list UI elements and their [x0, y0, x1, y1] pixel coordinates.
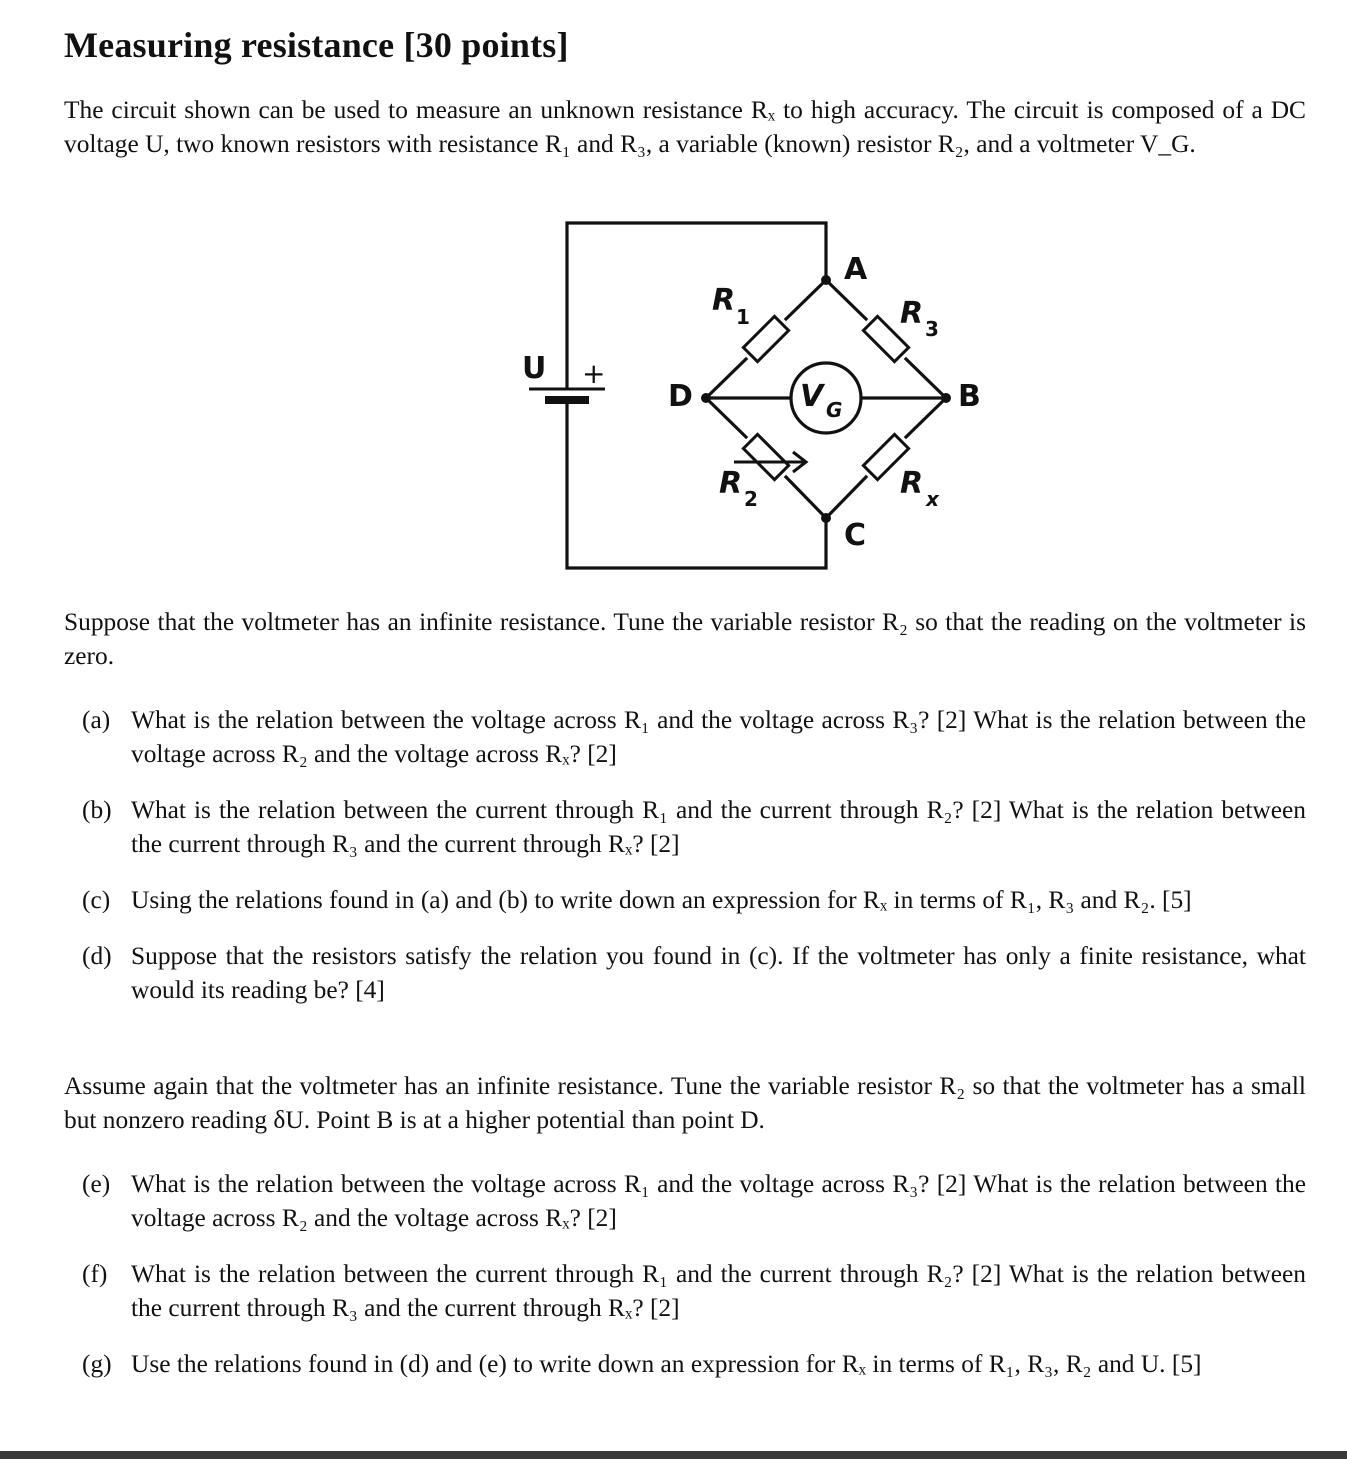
- question-text: What is the relation between the current through R₁ and the current through R₂? [2] What is the relation between the current through R₃ and the current through Rₓ? [2]: [131, 1260, 1306, 1322]
- question-b: [64, 793, 1306, 861]
- question-c: [64, 883, 1306, 917]
- question-e: [64, 1167, 1306, 1235]
- label-D: D: [668, 379, 693, 414]
- label-R2: R: [719, 466, 743, 501]
- wire-A-R1: [786, 280, 826, 319]
- label-R3: R: [900, 296, 924, 331]
- question-text: What is the relation between the voltage across R₁ and the voltage across R₃? [2] What is the relation between the voltage across R₂ and the voltage across Rₓ? [2]: [131, 1170, 1306, 1232]
- outer-wire-top: [567, 223, 826, 388]
- question-list-2: [64, 1167, 1306, 1381]
- question-text: What is the relation between the voltage across R₁ and the voltage across R₃? [2] What is the relation between the voltage across R₂ and the voltage across Rₓ? [2]: [131, 706, 1306, 768]
- question-a: [64, 703, 1306, 771]
- label-A: A: [844, 252, 868, 287]
- question-g: [64, 1347, 1306, 1381]
- question-text: What is the relation between the current through R₁ and the current through R₂? [2] What is the relation between the current through R₃ and the current through Rₓ? [2]: [131, 796, 1306, 858]
- question-label: (c): [82, 886, 111, 914]
- paragraph-zero-reading: Suppose that the voltmeter has an infinite resistance. Tune the variable resistor R₂ so that the reading on the voltmeter is zero.: [64, 608, 1306, 670]
- question-label: (g): [82, 1350, 112, 1378]
- resistor-R2: [743, 434, 788, 479]
- intro-paragraph: The circuit shown can be used to measure an unknown resistance Rₓ to high accuracy. The circuit is composed of a DC voltage U, two known resistors with resistance R₁ and R₃, a variable (known) resistor R₂, and a voltmeter V_G.: [64, 96, 1306, 158]
- question-text: Use the relations found in (d) and (e) to write down an expression for Rₓ in terms of R₁, R₃, R₂ and U. [5]: [131, 1350, 1202, 1378]
- battery-short-plate: [545, 396, 589, 404]
- wire-Rx-C: [826, 477, 866, 518]
- question-label: (d): [82, 942, 112, 970]
- circuit-diagram: [444, 210, 981, 580]
- label-C: C: [844, 518, 867, 553]
- node-C: [821, 513, 831, 523]
- wire-R3-B: [906, 359, 946, 398]
- question-f: [64, 1257, 1306, 1325]
- label-B: B: [958, 379, 981, 414]
- page-title: Measuring resistance [30 points]: [64, 25, 569, 65]
- label-VG-sub: G: [826, 398, 843, 422]
- label-U: U: [522, 351, 547, 386]
- question-d: [64, 939, 1306, 1007]
- question-list-1: [64, 703, 1306, 1007]
- resistor-R1: [743, 316, 788, 361]
- wire-B-Rx: [906, 398, 946, 437]
- node-D: [701, 393, 711, 403]
- label-R1: R: [712, 283, 736, 318]
- node-B: [941, 393, 951, 403]
- label-Rx-sub: x: [926, 487, 939, 511]
- paragraph-nonzero-reading: Assume again that the voltmeter has an infinite resistance. Tune the variable resistor R₂ so that the voltmeter has a small but nonzero reading δU. Point B is at a higher potential than point D.: [64, 1072, 1306, 1134]
- node-A: [821, 275, 831, 285]
- label-R3-sub: 3: [925, 317, 939, 341]
- label-R1-sub: 1: [736, 305, 750, 329]
- outer-wire-bottom: [567, 402, 826, 568]
- label-VG: V: [800, 379, 824, 414]
- question-label: (b): [82, 796, 112, 824]
- question-text: Using the relations found in (a) and (b) to write down an expression for Rₓ in terms of R₁, R₃ and R₂. [5]: [131, 886, 1192, 914]
- question-label: (a): [82, 706, 111, 734]
- window-bottom-edge: [0, 1451, 1347, 1459]
- label-plus: +: [582, 357, 606, 390]
- wire-R1-D: [706, 359, 746, 398]
- label-R2-sub: 2: [744, 487, 758, 511]
- wire-D-R2: [706, 398, 746, 437]
- question-label: (e): [82, 1170, 111, 1198]
- question-text: Suppose that the resistors satisfy the relation you found in (c). If the voltmeter has only a finite resistance, what would its reading be? [4]: [131, 942, 1306, 1004]
- wire-R2-C: [786, 477, 826, 518]
- label-Rx: R: [900, 466, 924, 501]
- question-label: (f): [82, 1260, 108, 1288]
